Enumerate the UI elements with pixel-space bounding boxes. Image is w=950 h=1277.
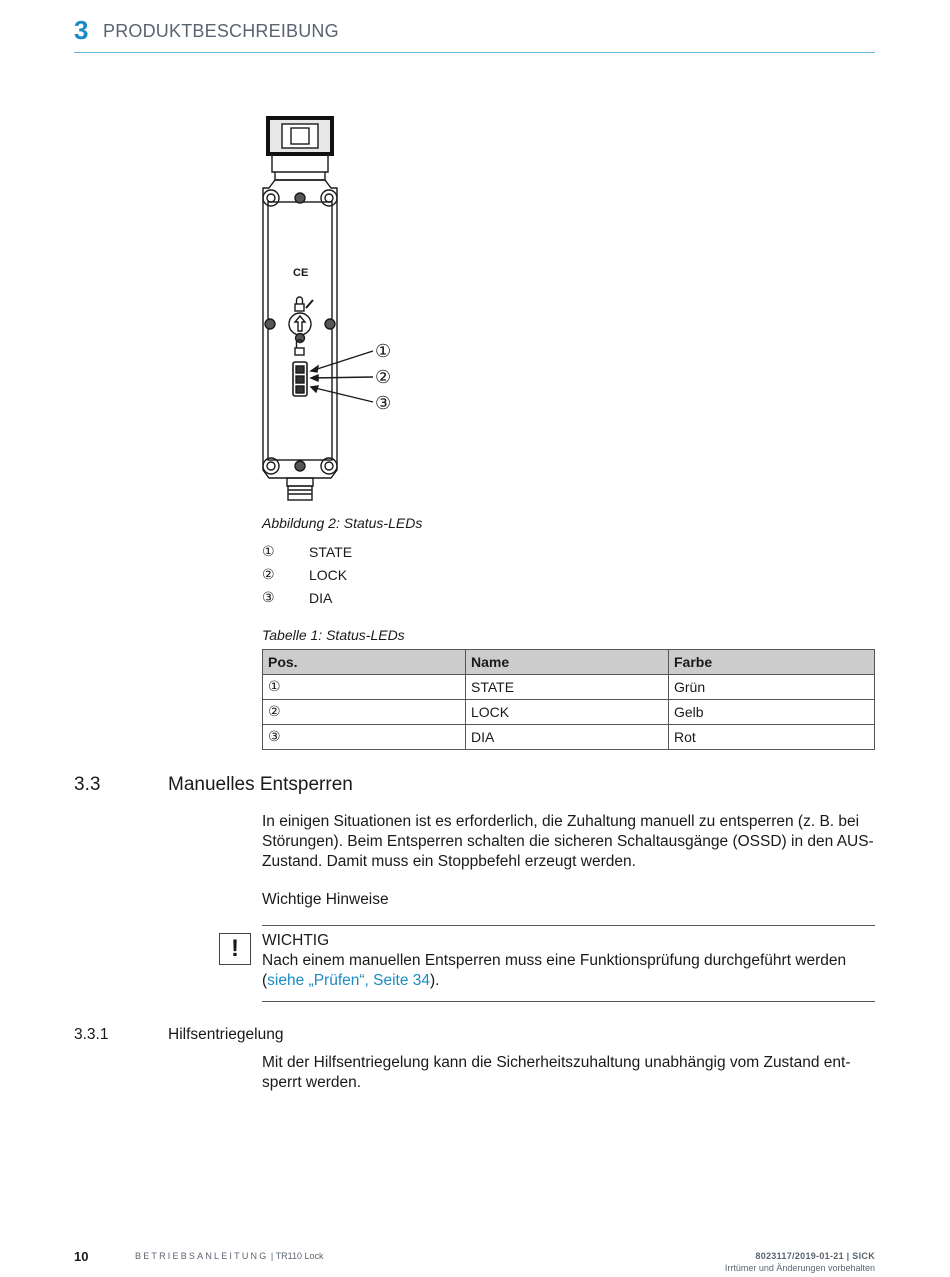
footer-reference [725,1250,875,1274]
legend-item [262,540,352,563]
callout-3: ③ [375,393,392,414]
chapter-title: PRODUKTBESCHREIBUNG [103,21,339,41]
callout-1: ① [375,341,392,362]
table-cell: Rot [669,725,875,750]
table-row [263,675,875,700]
table-cell: Gelb [669,700,875,725]
footer-product: TR110 Lock [275,1251,324,1261]
callout-2: ② [375,367,392,388]
legend-number: ③ [262,589,275,606]
table-row [263,725,875,750]
figure-legend [262,540,352,609]
subsection-number: 3.3.1 [74,1026,109,1043]
table-cell: LOCK [466,700,669,725]
note-text-before: Nach einem manuellen Entsperren muss eine Funktionsprüfung durchgeführt werden ( [262,952,847,989]
table-cell: ① [263,675,466,700]
note-top-divider [262,925,875,926]
table-cell: ③ [263,725,466,750]
footer-document-title [135,1250,323,1262]
table-cell: Grün [669,675,875,700]
legend-label: STATE [309,543,353,560]
footer-doc-type: BETRIEBSANLEITUNG [135,1251,269,1261]
note-label: WICHTIG [262,932,330,949]
table-row [263,700,875,725]
legend-item [262,586,352,609]
exclamation-icon: ! [219,933,251,965]
section-paragraph: In einigen Situationen ist es erforderlich, die Zuhaltung manuell zu entsperren (z. B. bei Störungen). Beim Entsperren schalten die sicheren Schaltausgänge (OSSD) in den AUS-Zustand. Damit muss ein Stoppbefehl erzeugt werden. [262,813,874,870]
table-header-row [263,650,875,675]
footer-disclaimer: Irrtümer und Änderungen vorbehalten [724,1263,875,1273]
footer-doc-ref: 8023117/2019-01-21 | SICK [755,1251,875,1261]
table-caption: Tabelle 1: Status-LEDs [262,627,405,643]
legend-label: LOCK [309,566,348,583]
status-led-table [262,649,875,750]
legend-label: DIA [309,589,333,606]
note-text-after: ). [430,972,440,989]
subsection-title: Hilfsentriegelung [168,1026,284,1043]
header-divider [74,52,875,53]
ce-mark: CE [293,267,309,279]
section-title: Manuelles Entsperren [168,774,353,795]
figure-caption: Abbildung 2: Status-LEDs [262,515,423,531]
section-number: 3.3 [74,774,101,795]
chapter-number: 3 [74,15,89,45]
column-header-name: Name [466,650,669,675]
table-cell: ② [263,700,466,725]
legend-number: ① [262,543,275,560]
table-cell: STATE [466,675,669,700]
column-header-farbe: Farbe [669,650,875,675]
legend-number: ② [262,566,275,583]
status-led-figure [255,110,415,510]
page-number: 10 [74,1249,89,1264]
legend-item [262,563,352,586]
footer-separator: | [268,1251,276,1261]
cross-reference-link[interactable]: siehe „Prüfen“, Seite 34 [267,972,431,989]
note-text [262,951,877,991]
notes-subheading: Wichtige Hinweise [262,891,389,908]
table-cell: DIA [466,725,669,750]
column-header-pos: Pos. [263,650,466,675]
note-bottom-divider [262,1001,875,1002]
subsection-paragraph: Mit der Hilfsentriegelung kann die Sicherheitszuhaltung unabhängig vom Zustand entsperrt werden. [262,1054,851,1091]
